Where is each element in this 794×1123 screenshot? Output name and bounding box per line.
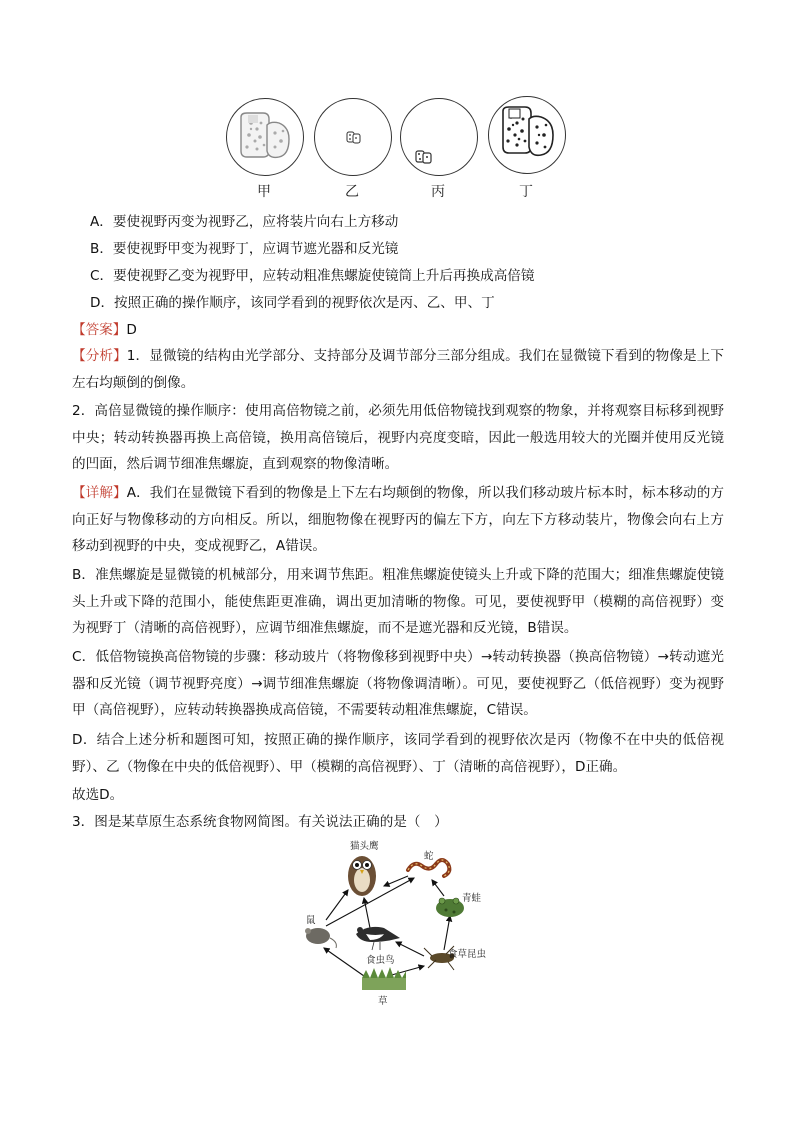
option-c: C．要使视野乙变为视野甲，应转动粗准焦螺旋使镜筒上升后再换成高倍镜 <box>90 268 535 284</box>
field-ding <box>488 96 566 174</box>
option-b: B．要使视野甲变为视野丁，应调节遮光器和反光镜 <box>90 241 399 257</box>
detail-paragraph-a <box>72 480 724 560</box>
small-offcenter-cells-image <box>401 99 477 175</box>
detail-paragraph-c: C．低倍物镜换高倍物镜的步骤：移动玻片（将物像移到视野中央）→转动转换器（换高倍物镜）→转动遮光器和反光镜（调节视野亮度）→调节细准焦螺旋（将物像调清晰）。可见，要使视野乙（低倍视野）变为视野甲（高倍视野），应转动转换器换成高倍镜，不需要转动粗准焦螺旋，C错误。 <box>72 649 724 718</box>
field-label-bing: 丙 <box>431 184 445 200</box>
label-snake: 蛇 <box>424 851 434 862</box>
option-a: A．要使视野丙变为视野乙，应将装片向右上方移动 <box>90 214 399 230</box>
bird-icon <box>356 927 400 950</box>
label-grass: 草 <box>378 996 388 1007</box>
field-label-yi: 乙 <box>345 184 359 200</box>
detail-paragraph-d: D．结合上述分析和题图可知，按照正确的操作顺序，该同学看到的视野依次是丙（物像不在中央的低倍视野）、乙（物像在中央的低倍视野）、甲（模糊的高倍视野）、丁（清晰的高倍视野），D正确。 <box>72 732 724 775</box>
owl-icon <box>348 856 376 896</box>
analysis-p1: 1．显微镜的结构由光学部分、支持部分及调节部分三部分组成。我们在显微镜下看到的物像是上下左右均颠倒的倒像。 <box>72 348 725 391</box>
field-jia <box>226 98 304 176</box>
analysis-paragraph-2: 2．高倍显微镜的操作顺序：使用高倍物镜之前，必须先用低倍物镜找到观察的物象，并将观察目标移到视野中央；转动转换器再换上高倍镜，换用高倍镜后，视野内亮度变暗，因此一般选用较大的光圈并使用反光镜的凹面，然后调节细准焦螺旋，直到观察的物像清晰。 <box>72 403 724 472</box>
label-owl: 猫头鹰 <box>350 841 379 852</box>
label-insect: 食草昆虫 <box>448 949 487 960</box>
question-3: 3．图是某草原生态系统食物网简图。有关说法正确的是（ ） <box>72 814 448 830</box>
detail-tag: 【详解】 <box>72 485 127 501</box>
grass-icon <box>362 967 406 990</box>
detail-paragraph-b: B．准焦螺旋是显微镜的机械部分，用来调节焦距。粗准焦螺旋使镜头上升或下降的范围大；细准焦螺旋使镜头上升或下降的范围小，能使焦距更准确，调出更加清晰的物像。可见，要使视野甲（模糊的高倍视野）变为视野丁（清晰的高倍视野），应调节细准焦螺旋，而不是遮光器和反光镜，B错误。 <box>72 567 724 636</box>
frog-icon <box>436 898 464 917</box>
food-web-arrows <box>296 838 506 1008</box>
detail-a: A．我们在显微镜下看到的物像是上下左右均颠倒的物像，所以我们移动玻片标本时，标本移动的方向正好与物像移动的方向相反。所以，细胞物像在视野丙的偏左下方，向左下方移动装片，物像会向右上方移动到视野的中央，变成视野乙，A错误。 <box>72 485 725 554</box>
field-label-jia: 甲 <box>257 184 271 200</box>
detail-conclusion: 故选D。 <box>72 787 124 803</box>
option-d: D．按照正确的操作顺序，该同学看到的视野依次是丙、乙、甲、丁 <box>90 295 495 311</box>
food-web-figure <box>296 838 506 1008</box>
answer-tag: 【答案】 <box>72 322 127 338</box>
mouse-icon <box>305 928 336 948</box>
analysis-tag: 【分析】 <box>72 348 127 364</box>
snake-icon <box>408 860 449 876</box>
field-label-ding: 丁 <box>519 184 533 200</box>
clear-cells-image <box>489 97 565 173</box>
field-bing <box>400 98 478 176</box>
label-frog: 青蛙 <box>462 893 482 904</box>
answer-line <box>72 320 137 340</box>
answer-value: D <box>126 322 137 338</box>
label-bird: 食虫鸟 <box>366 955 395 966</box>
field-yi <box>314 98 392 176</box>
label-mouse: 鼠 <box>306 915 316 926</box>
microscope-fields <box>224 96 574 206</box>
analysis-paragraph-1 <box>72 343 724 396</box>
small-centered-cells-image <box>315 99 391 175</box>
blurred-cells-image <box>227 99 303 175</box>
